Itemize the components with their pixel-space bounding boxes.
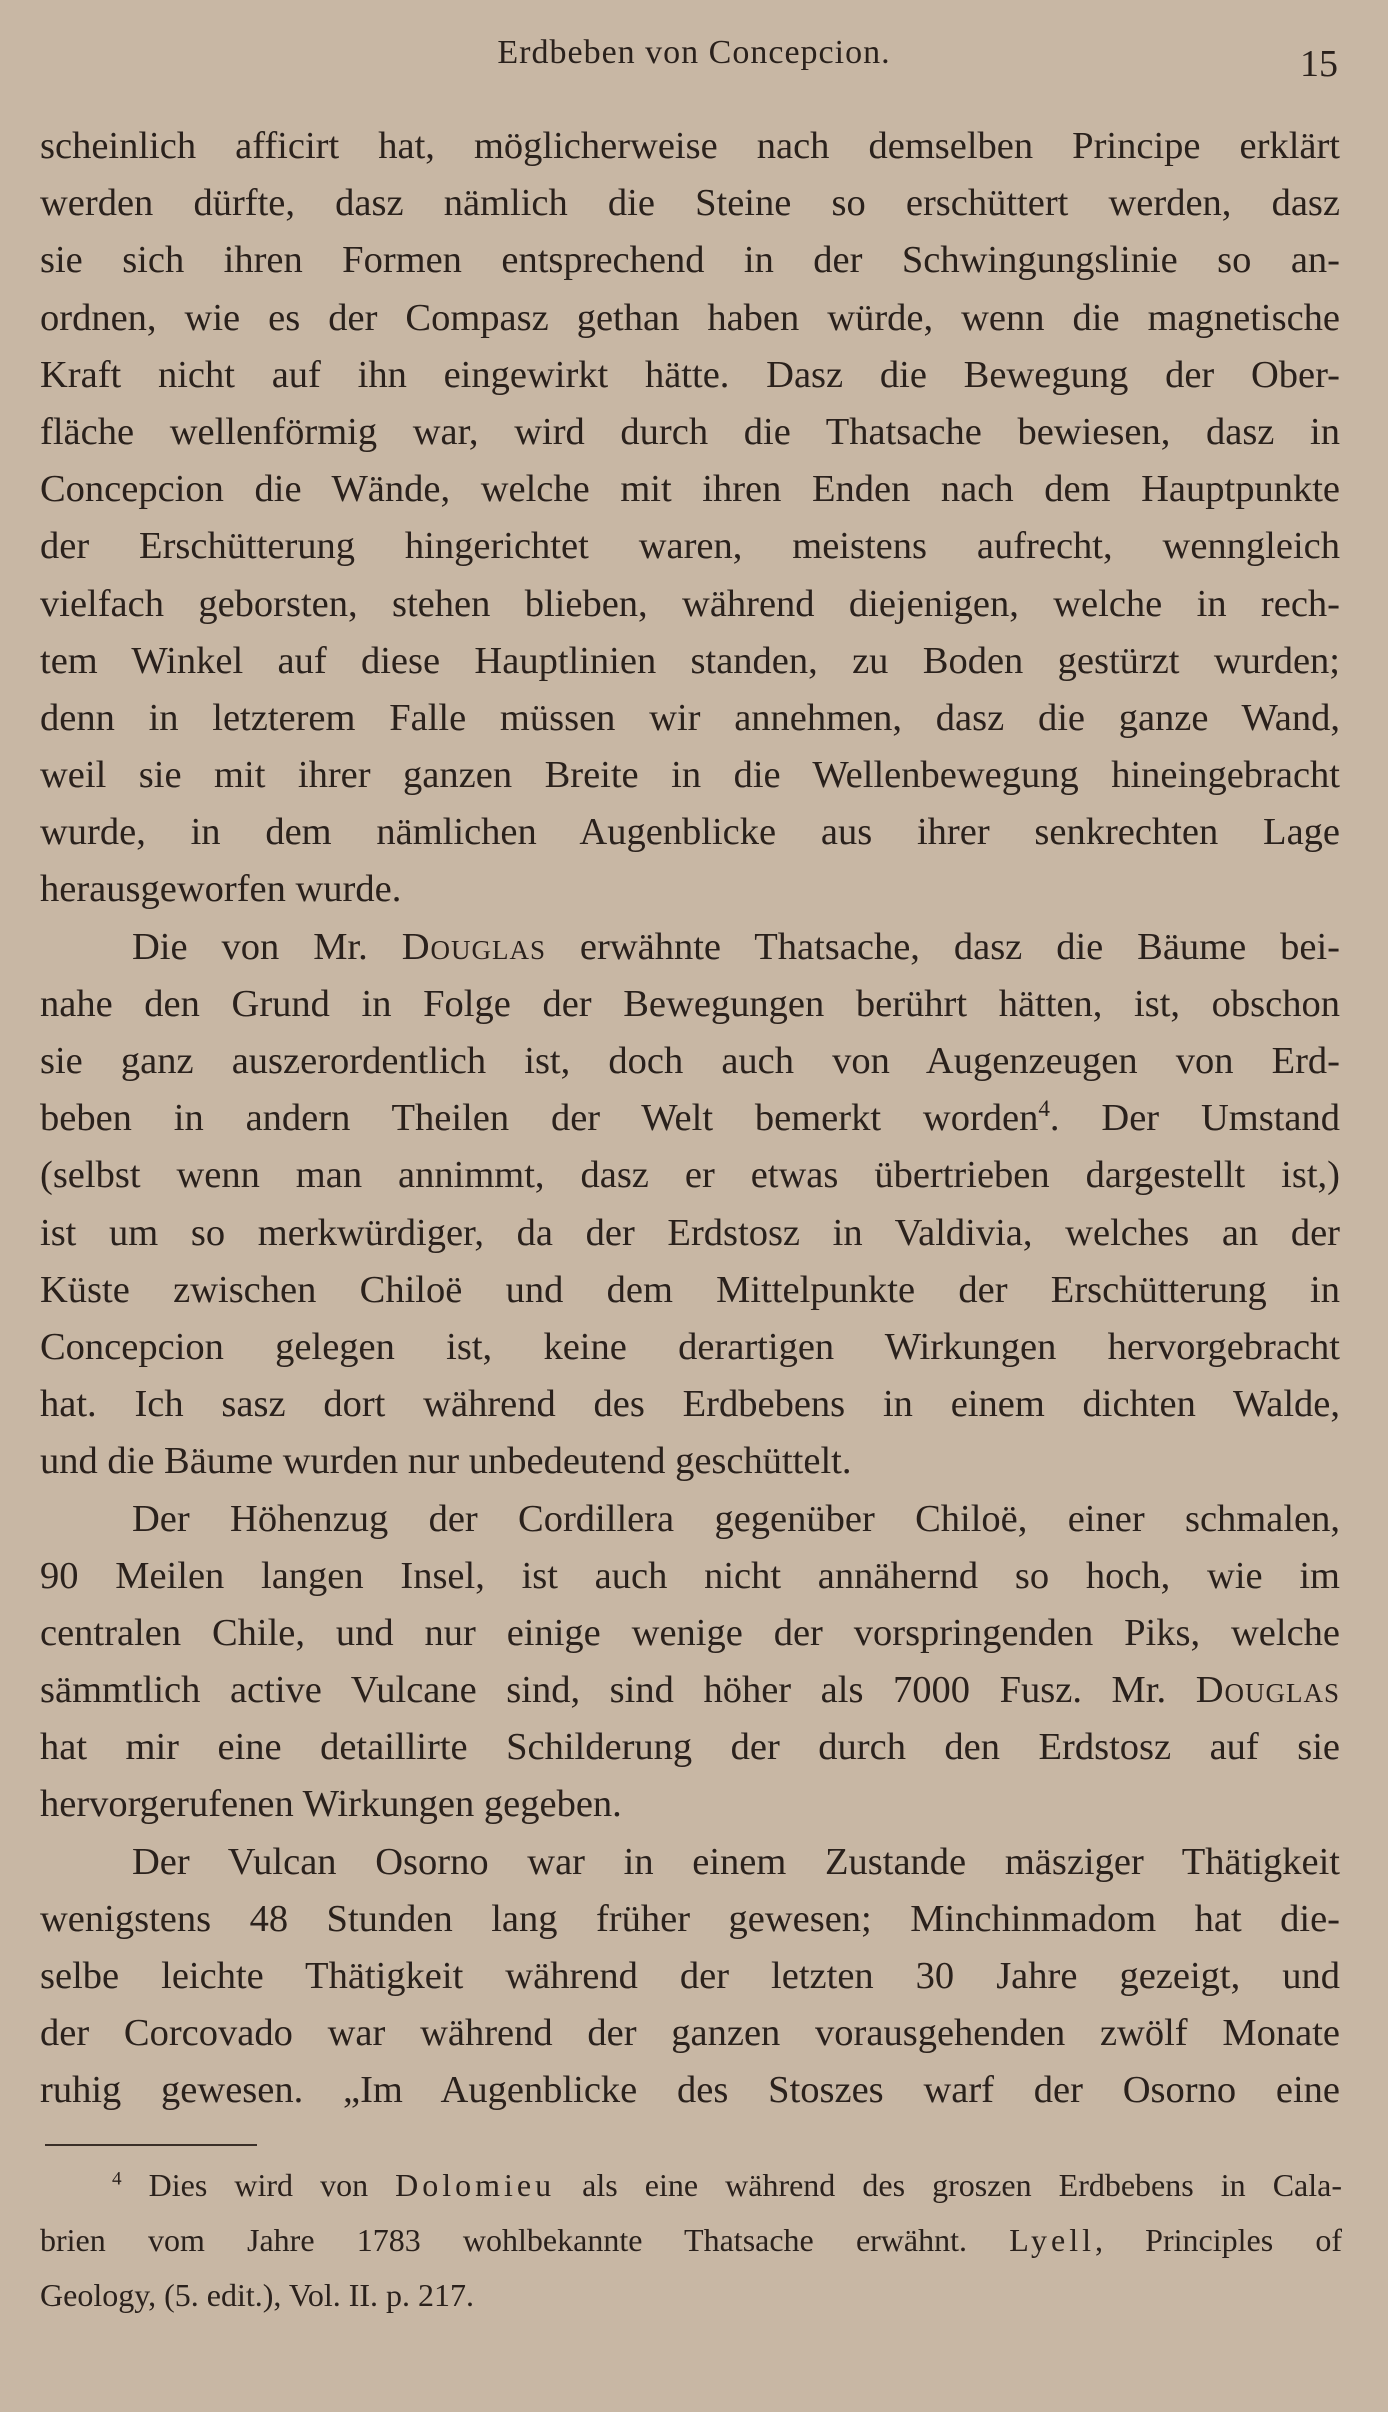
author-name: Dolomieu bbox=[395, 2167, 556, 2203]
text-line: ruhig gewesen. „Im Augenblicke des Stoszes warf der Osorno eine bbox=[40, 2069, 1340, 2112]
text-fragment: brien vom Jahre 1783 wohlbekannte Thatsache erwähnt. bbox=[40, 2222, 1010, 2258]
text-line: Concepcion die Wände, welche mit ihren Enden nach dem Hauptpunkte bbox=[40, 468, 1340, 511]
author-name: Douglas bbox=[401, 925, 546, 968]
text-fragment: sämmtlich active Vulcane sind, sind höher als 7000 Fusz. Mr. bbox=[40, 1669, 1196, 1712]
paragraph-3 bbox=[40, 1491, 1340, 1834]
paragraph-1 bbox=[40, 118, 1340, 919]
text-line: weil sie mit ihrer ganzen Breite in die Wellenbewegung hineingebracht bbox=[40, 754, 1340, 797]
text-fragment: beben in andern Theilen der Welt bemerkt worden bbox=[40, 1097, 1039, 1140]
text-fragment: , Principles of bbox=[1094, 2222, 1342, 2258]
footnote-line bbox=[40, 2213, 1342, 2268]
text-line: Küste zwischen Chiloë und dem Mittelpunkte der Erschütterung in bbox=[40, 1268, 1340, 1311]
text-line: werden dürfte, dasz nämlich die Steine so erschüttert werden, dasz bbox=[40, 182, 1340, 225]
text-line: herausgeworfen wurde. bbox=[40, 868, 402, 911]
text-line: Der Höhenzug der Cordillera gegenüber Chiloë, einer schmalen, bbox=[132, 1497, 1340, 1540]
text-fragment: Dies wird von bbox=[121, 2167, 396, 2203]
text-line: ist um so merkwürdiger, da der Erdstosz in Valdivia, welches an der bbox=[40, 1211, 1340, 1254]
text-line: sie ganz auszerordentlich ist, doch auch von Augenzeugen von Erd- bbox=[40, 1040, 1340, 1082]
text-line: Concepcion gelegen ist, keine derartigen Wirkungen hervorgebracht bbox=[40, 1325, 1340, 1368]
text-line: hat mir eine detaillirte Schilderung der durch den Erdstosz auf sie bbox=[40, 1726, 1340, 1769]
text-line: Der Vulcan Osorno war in einem Zustande mäsziger Thätigkeit bbox=[132, 1840, 1340, 1883]
text-line: denn in letzterem Falle müssen wir annehmen, dasz die ganze Wand, bbox=[40, 696, 1340, 739]
footnote-line bbox=[40, 2158, 1342, 2213]
text-line: selbe leichte Thätigkeit während der letzten 30 Jahre gezeigt, und bbox=[40, 1955, 1340, 1997]
text-line bbox=[40, 1662, 1340, 1719]
author-name: Douglas bbox=[1195, 1669, 1340, 1712]
footnote-line: Geology, (5. edit.), Vol. II. p. 217. bbox=[40, 2277, 475, 2313]
text-line: und die Bäume wurden nur unbedeutend geschüttelt. bbox=[40, 1440, 852, 1483]
footnotes bbox=[40, 2158, 1342, 2323]
text-line: scheinlich afficirt hat, möglicherweise nach demselben Principe erklärt bbox=[40, 125, 1340, 167]
text-fragment: als eine während des groszen Erdbebens in Cala- bbox=[555, 2167, 1342, 2203]
text-fragment: erwähnte Thatsache, dasz die Bäume bei- bbox=[546, 925, 1340, 968]
text-line: hervorgerufenen Wirkungen gegeben. bbox=[40, 1783, 622, 1826]
text-line: ordnen, wie es der Compasz gethan haben würde, wenn die magnetische bbox=[40, 296, 1340, 339]
text-line: wenigstens 48 Stunden lang früher gewesen; Minchinmadom hat die- bbox=[40, 1897, 1340, 1940]
text-line: 90 Meilen langen Insel, ist auch nicht annähernd so hoch, wie im bbox=[40, 1554, 1340, 1597]
text-line: fläche wellenförmig war, wird durch die Thatsache bewiesen, dasz in bbox=[40, 410, 1340, 453]
text-line: sie sich ihren Formen entsprechend in der Schwingungslinie so an- bbox=[40, 239, 1340, 282]
running-title: Erdbeben von Concepcion. bbox=[497, 34, 891, 71]
text-line bbox=[40, 1090, 1340, 1147]
page-number: 15 bbox=[1300, 43, 1338, 85]
text-line: hat. Ich sasz dort während des Erdbebens in einem dichten Walde, bbox=[40, 1383, 1340, 1426]
footnote-reference[interactable]: 4 bbox=[1038, 1095, 1050, 1122]
text-line: vielfach geborsten, stehen blieben, während diejenigen, welche in rech- bbox=[40, 582, 1340, 625]
text-line: der Corcovado war während der ganzen vorausgehenden zwölf Monate bbox=[40, 2012, 1340, 2055]
body-text bbox=[40, 118, 1340, 2120]
paragraph-2 bbox=[40, 919, 1340, 1491]
text-line: centralen Chile, und nur einige wenige der vorspringenden Piks, welche bbox=[40, 1611, 1340, 1654]
text-line: tem Winkel auf diese Hauptlinien standen, zu Boden gestürzt wurden; bbox=[40, 639, 1340, 682]
text-fragment: . Der Umstand bbox=[1049, 1097, 1340, 1140]
footnote-marker: 4 bbox=[112, 2168, 122, 2190]
text-line: (selbst wenn man annimmt, dasz er etwas übertrieben dargestellt ist,) bbox=[40, 1154, 1340, 1197]
text-line: wurde, in dem nämlichen Augenblicke aus ihrer senkrechten Lage bbox=[40, 811, 1340, 854]
paragraph-4 bbox=[40, 1834, 1340, 2120]
footnote-divider bbox=[45, 2144, 257, 2146]
text-line bbox=[40, 919, 1340, 976]
text-line: nahe den Grund in Folge der Bewegungen berührt hätten, ist, obschon bbox=[40, 982, 1340, 1025]
running-header bbox=[0, 30, 1388, 90]
text-line: Kraft nicht auf ihn eingewirkt hätte. Dasz die Bewegung der Ober- bbox=[40, 353, 1340, 396]
text-line: der Erschütterung hingerichtet waren, meistens aufrecht, wenngleich bbox=[40, 525, 1340, 568]
text-fragment: Die von Mr. bbox=[132, 925, 402, 968]
author-name: Lyell bbox=[1009, 2222, 1095, 2258]
